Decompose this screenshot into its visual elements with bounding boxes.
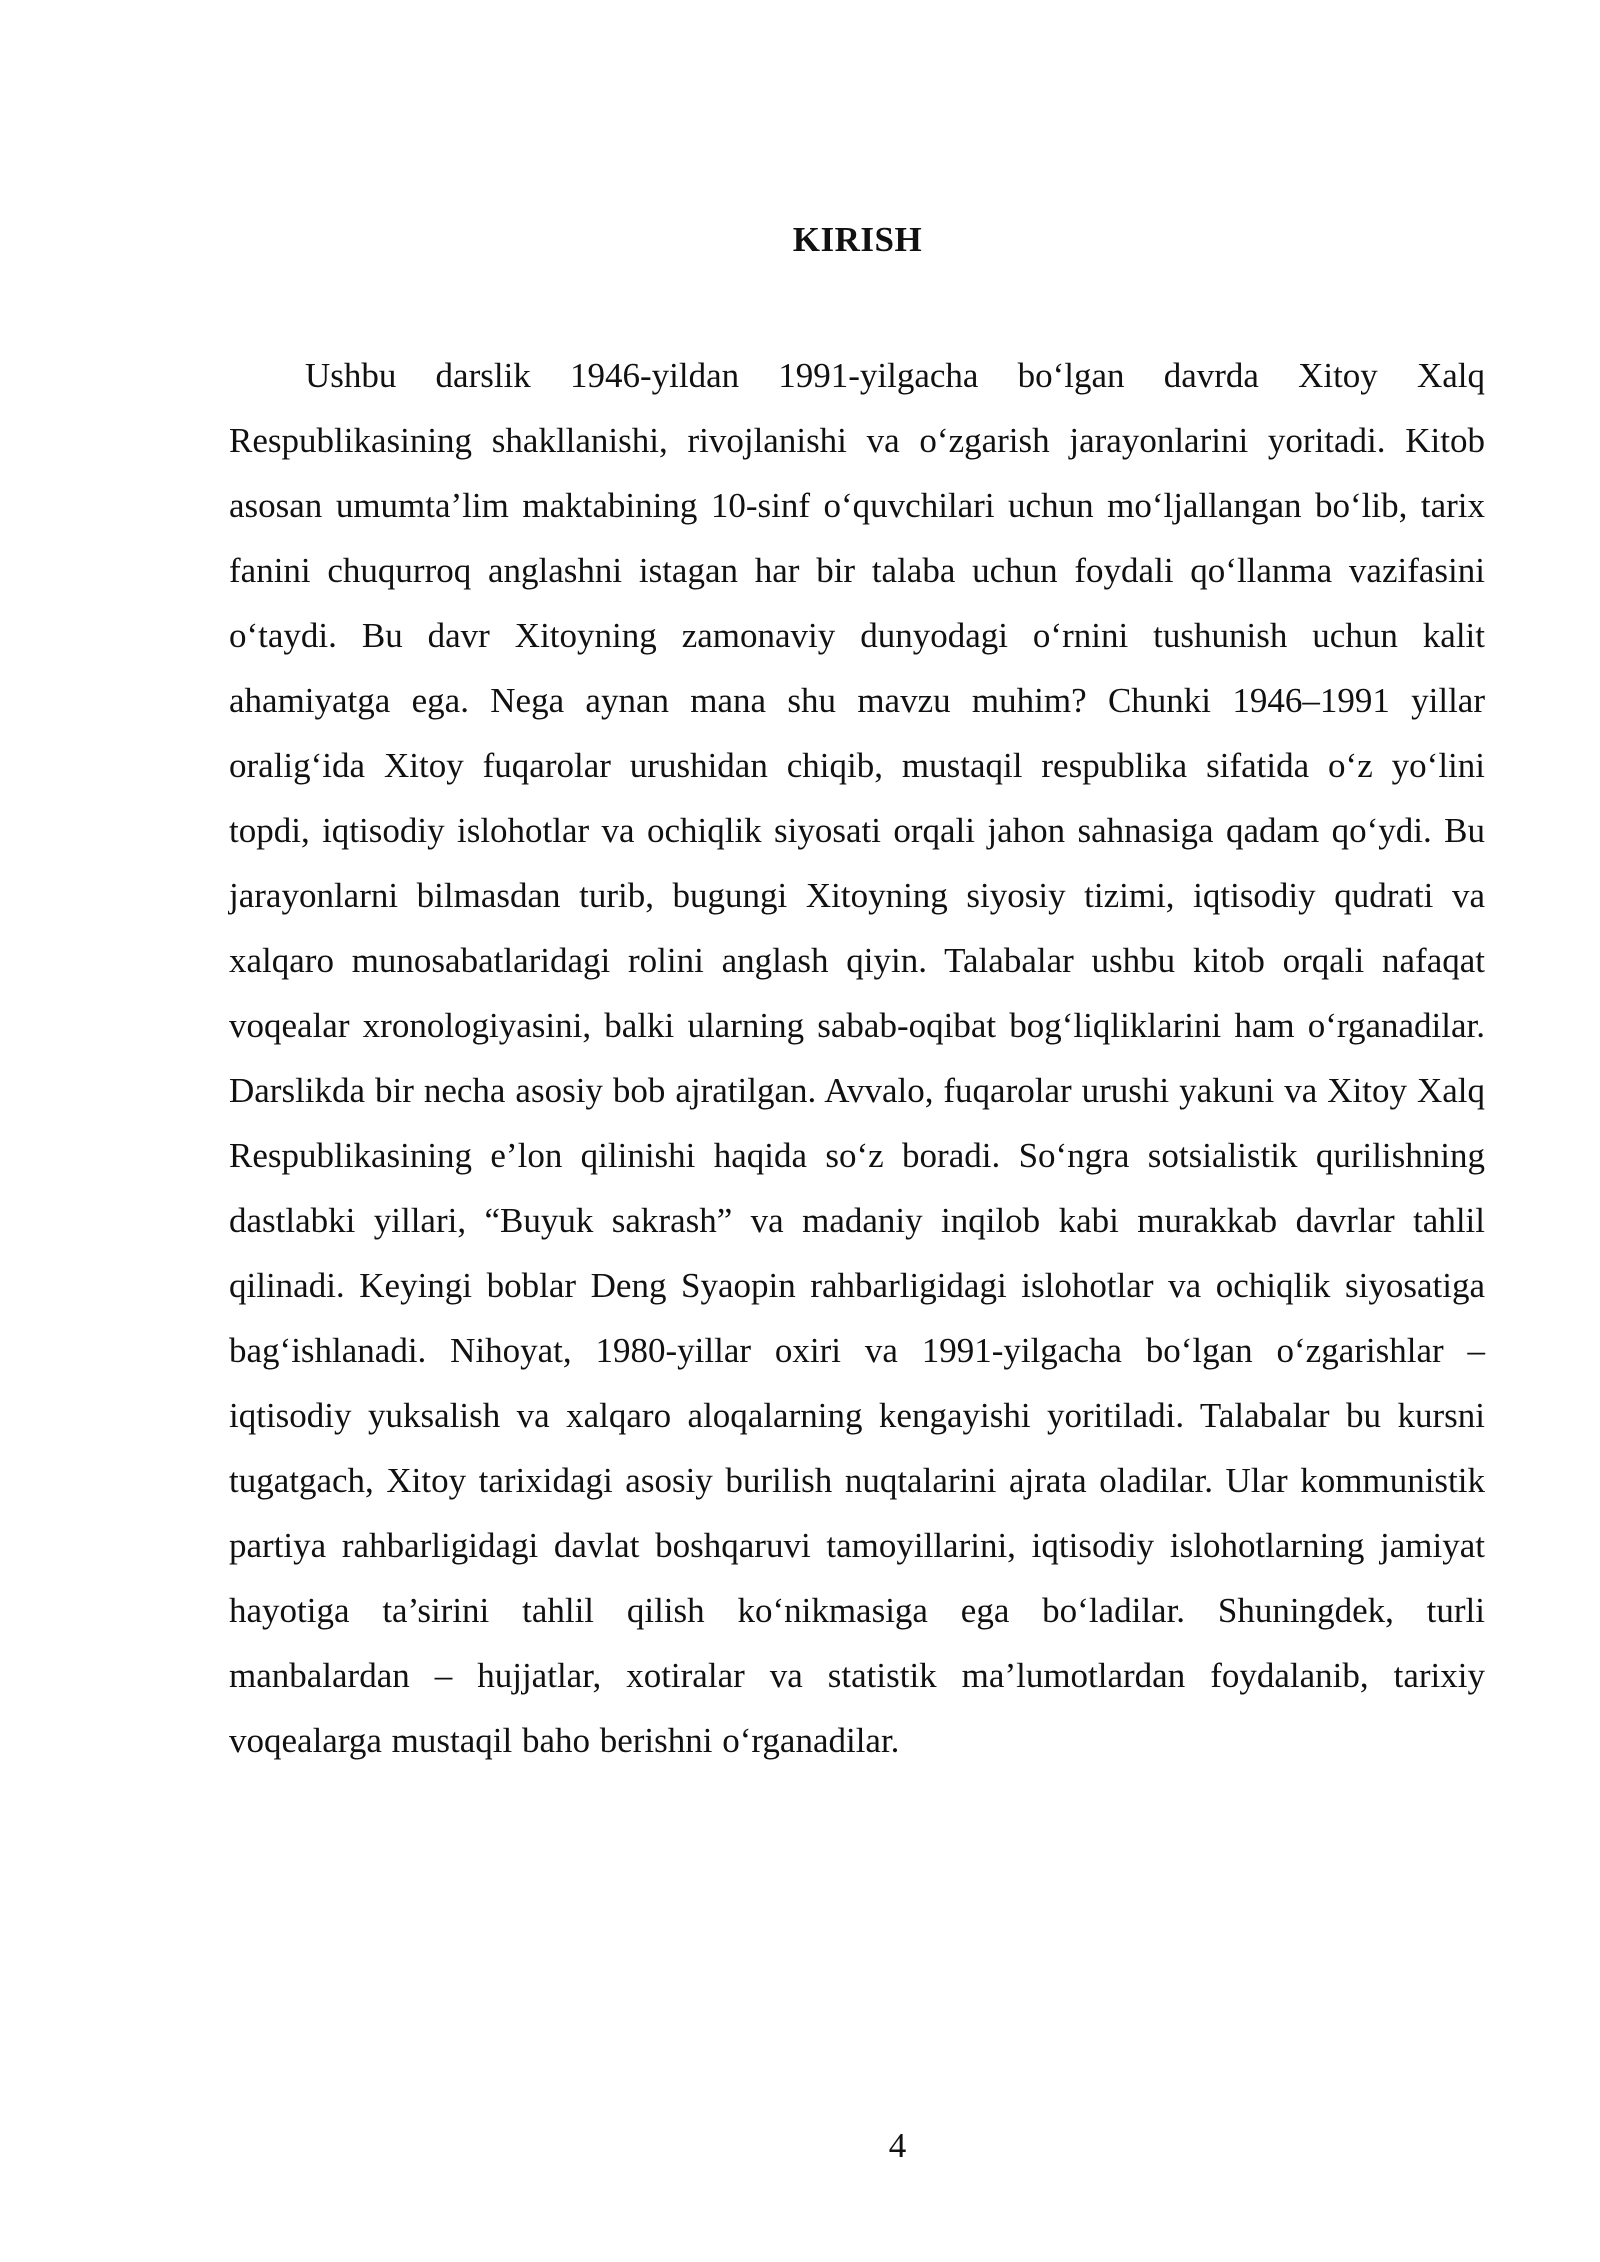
- body-paragraph: Ushbu darslik 1946-yildan 1991-yilgacha bo‘lgan davrda Xitoy Xalq Respublikasining shakllanishi, rivojlanishi va o‘zgarish jarayonlarini yoritadi. Kitob asosan umumta’lim maktabining 10-sinf o‘quvchilari uchun mo‘ljallangan bo‘lib, tarix fanini chuqurroq anglashni istagan har bir talaba uchun foydali qo‘llanma vazifasini o‘taydi. Bu davr Xitoyning zamonaviy dunyodagi o‘rnini tushunish uchun kalit ahamiyatga ega. Nega aynan mana shu mavzu muhim? Chunki 1946–1991 yillar oralig‘ida Xitoy fuqarolar urushidan chiqib, mustaqil respublika sifatida o‘z yo‘lini topdi, iqtisodiy islohotlar va ochiqlik siyosati orqali jahon sahnasiga qadam qo‘ydi. Bu jarayonlarni bilmasdan turib, bugungi Xitoyning siyosiy tizimi, iqtisodiy qudrati va xalqaro munosabatlaridagi rolini anglash qiyin. Talabalar ushbu kitob orqali nafaqat voqealar xronologiyasini, balki ularning sabab-oqibat bog‘liqliklarini ham o‘rganadilar. Darslikda bir necha asosiy bob ajratilgan. Avvalo, fuqarolar urushi yakuni va Xitoy Xalq Respublikasining e’lon qilinishi haqida so‘z boradi. So‘ngra sotsialistik qurilishning dastlabki yillari, “Buyuk sakrash” va madaniy inqilob kabi murakkab davrlar tahlil qilinadi. Keyingi boblar Deng Syaopin rahbarligidagi islohotlar va ochiqlik siyosatiga bag‘ishlanadi. Nihoyat, 1980-yillar oxiri va 1991-yilgacha bo‘lgan o‘zgarishlar – iqtisodiy yuksalish va xalqaro aloqalarning kengayishi yoritiladi. Talabalar bu kursni tugatgach, Xitoy tarixidagi asosiy burilish nuqtalarini ajrata oladilar. Ular kommunistik partiya rahbarligidagi davlat boshqaruvi tamoyillarini, iqtisodiy islohotlarning jamiyat hayotiga ta’sirini tahlil qilish ko‘nikmasiga ega bo‘ladilar. Shuningdek, turli manbalardan – hujjatlar, xotiralar va statistik ma’lumotlardan foydalanib, tarixiy voqealarga mustaqil baho berishni o‘rganadilar.: [229, 356, 1485, 1760]
- page-number: 4: [888, 2126, 907, 2165]
- page-heading: KIRISH: [792, 220, 923, 259]
